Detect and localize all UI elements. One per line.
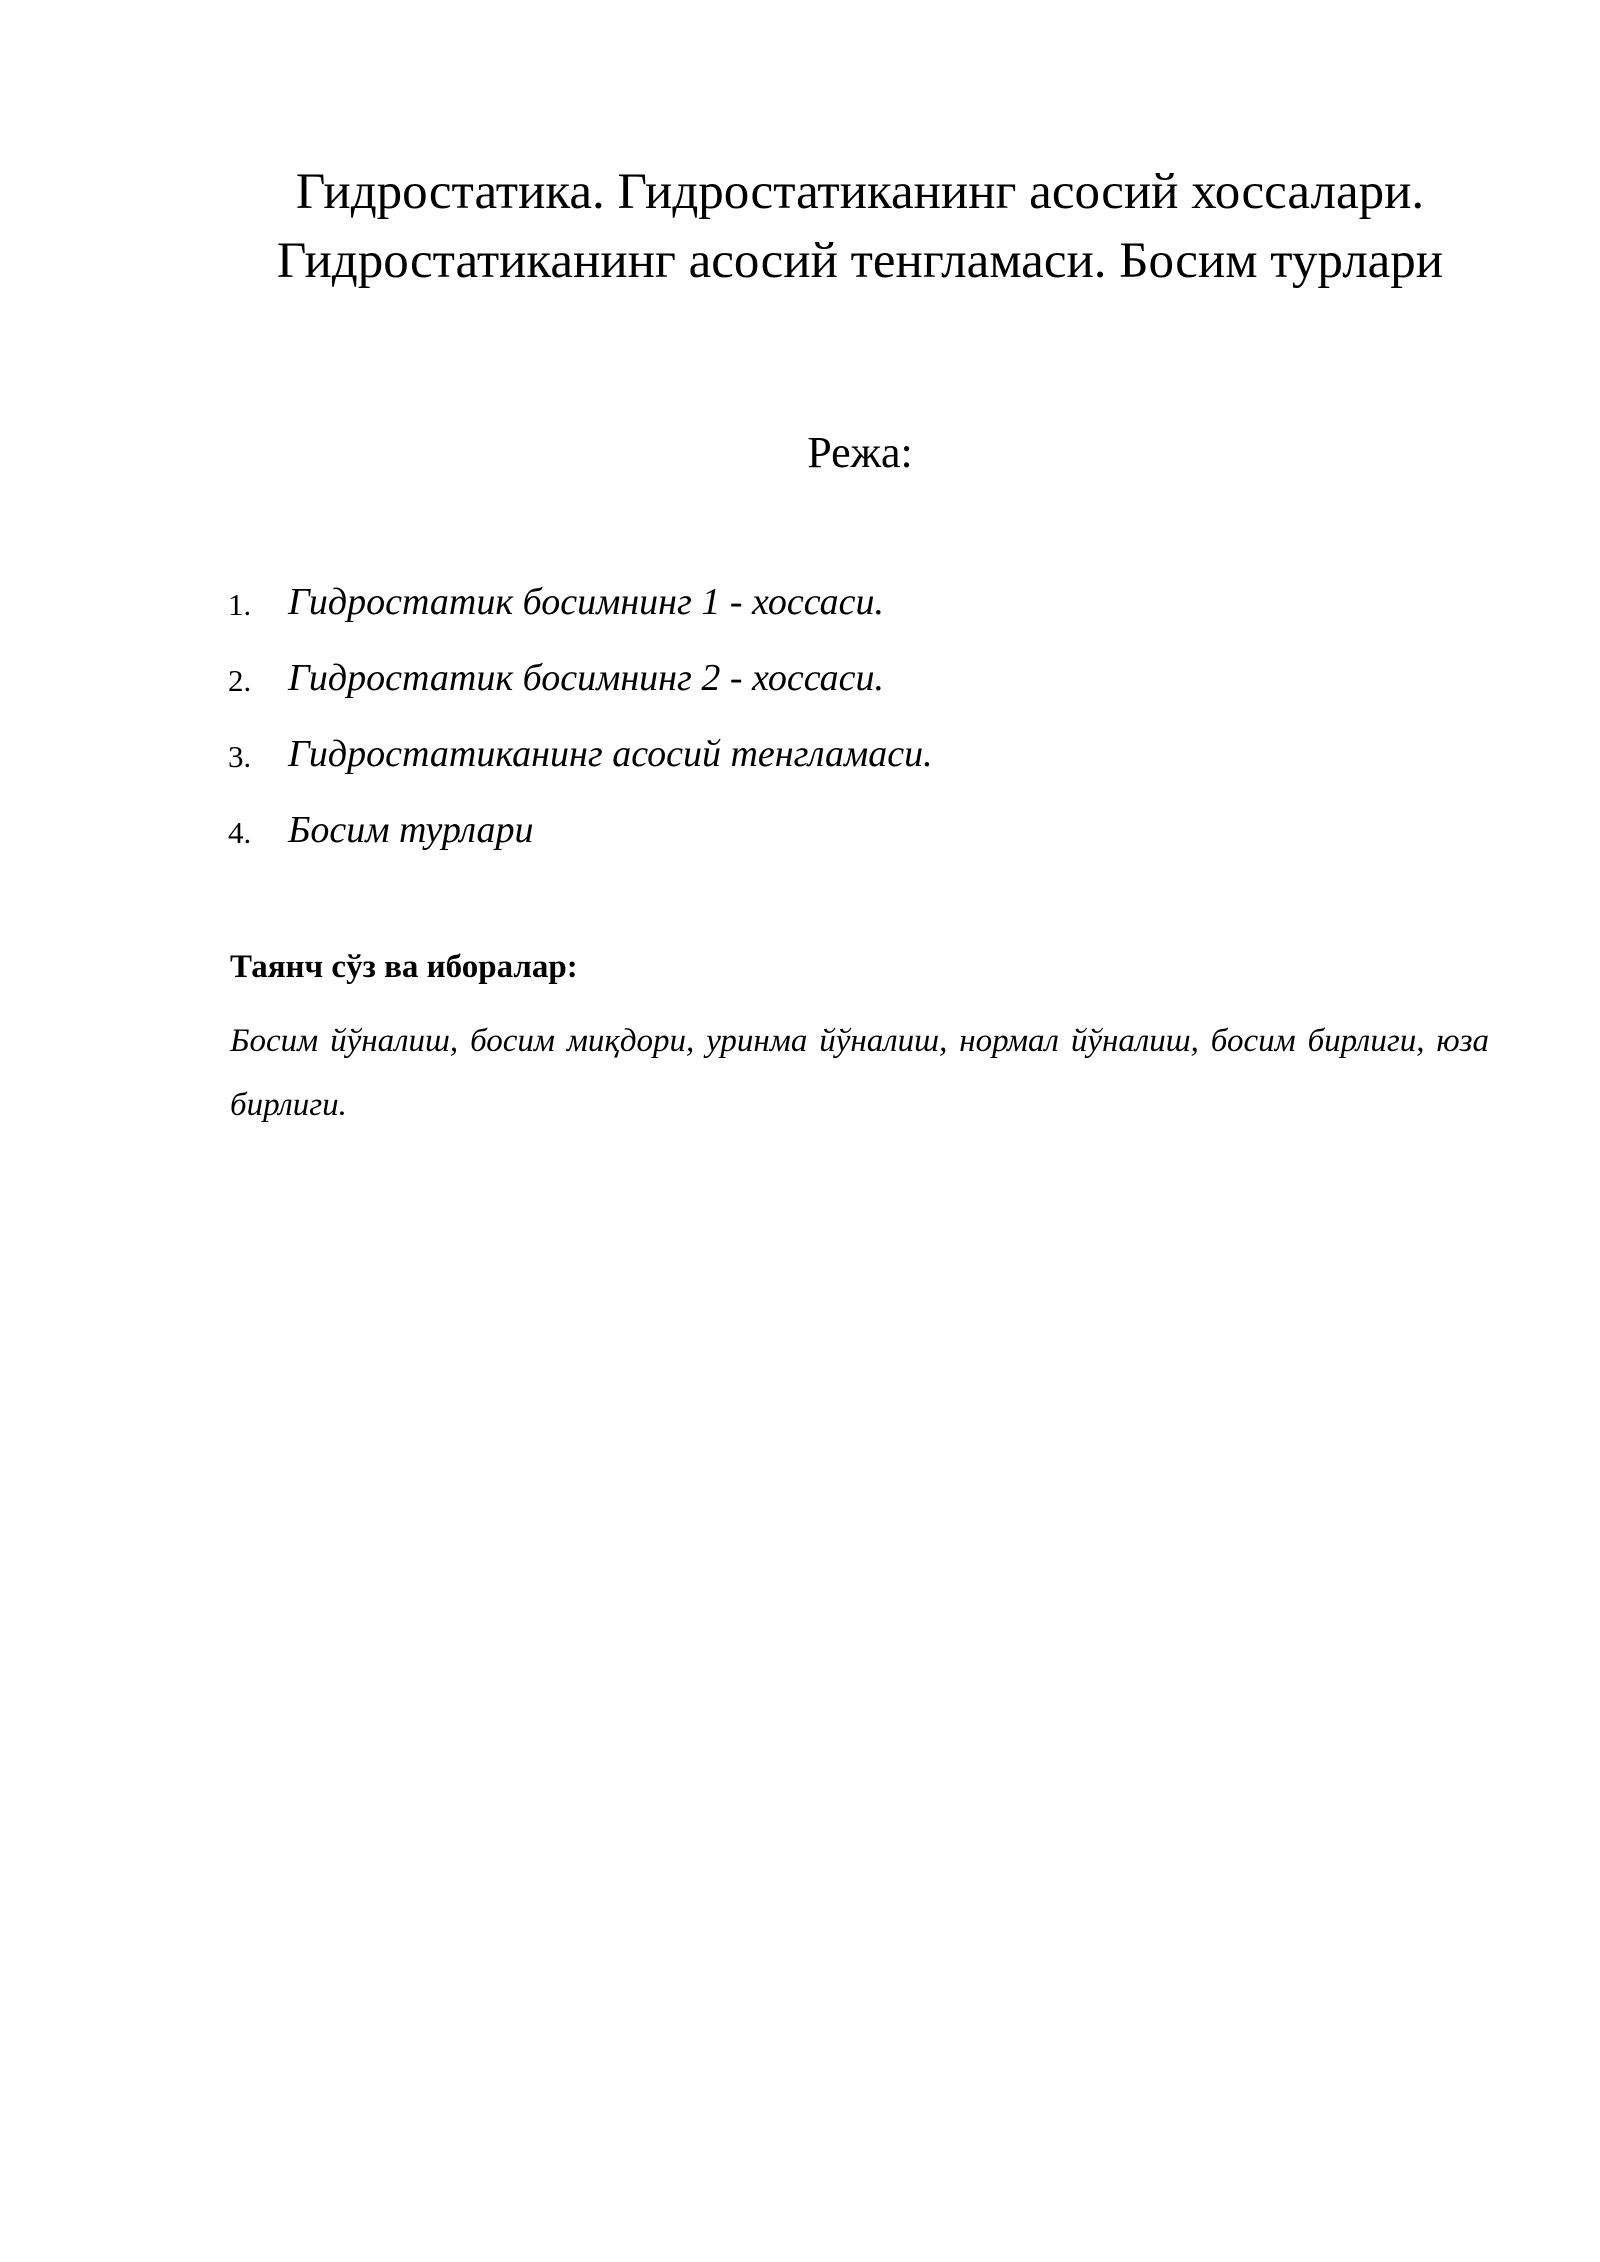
plan-item (228, 648, 1488, 724)
plan-item-number: 2. (228, 663, 252, 698)
plan-item (228, 572, 1488, 648)
plan-item (228, 800, 1488, 876)
plan-item-number: 4. (228, 815, 252, 850)
plan-item-number: 1. (228, 587, 252, 622)
plan-item-text: Гидростатиканинг асосий тенгламаси. (288, 733, 933, 775)
keywords-heading: Таянч сўз ва иборалар: (230, 949, 578, 985)
plan-list (228, 572, 1488, 876)
keywords-text: Босим йўналиш, босим миқдори, уринма йўналиш, нормал йўналиш, босим бирлиги, юза бирлиги. (230, 1023, 1489, 1123)
plan-item-text: Гидростатик босимнинг 2 - хоссаси. (288, 657, 885, 699)
plan-item-text: Босим турлари (288, 809, 534, 851)
plan-item-text: Гидростатик босимнинг 1 - хоссаси. (288, 581, 885, 623)
plan-item-number: 3. (228, 739, 252, 774)
plan-heading: Режа: (807, 428, 913, 477)
plan-item (228, 724, 1488, 800)
document-title: Гидростатика. Гидростатиканинг асосий хоссалари. Гидростатиканинг асосий тенгламаси. Босим турлари (276, 164, 1444, 289)
